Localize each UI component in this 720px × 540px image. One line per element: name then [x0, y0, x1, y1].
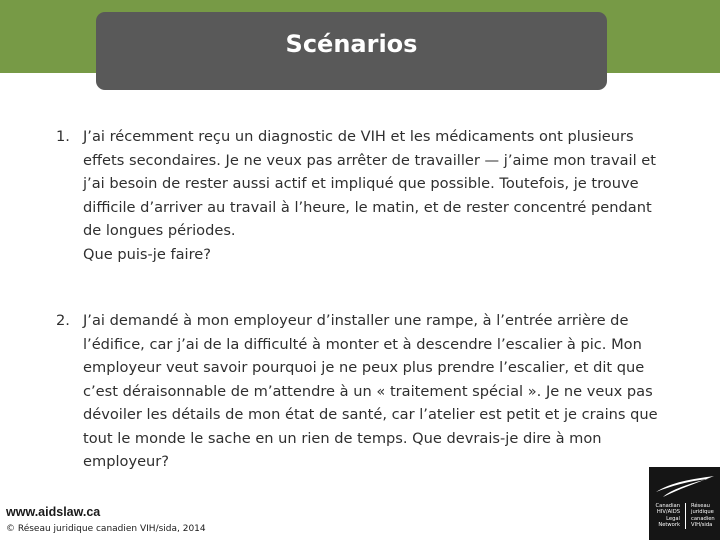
organization-logo — [649, 467, 720, 540]
scenario-number-2: 2. — [56, 312, 70, 329]
logo-text-block — [653, 503, 715, 529]
scenario-item-1 — [52, 125, 672, 266]
footer-copyright: © Réseau juridique canadien VIH/sida, 2014 — [6, 524, 206, 534]
logo-fr-line: canadien — [691, 515, 715, 522]
logo-fr-line: Réseau — [691, 503, 710, 509]
logo-en-line: Network — [658, 522, 680, 529]
logo-en-line: Legal — [666, 515, 680, 522]
scenario-question-1: Que puis-je faire? — [83, 245, 212, 263]
swoosh-logo-icon — [653, 473, 716, 499]
slide-title: Scénarios — [285, 30, 418, 58]
logo-text-fr — [691, 503, 715, 529]
logo-fr-line: juridique — [691, 509, 714, 516]
logo-divider — [685, 503, 686, 529]
logo-en-line: Canadian — [655, 503, 680, 509]
scenario-text-1: J’ai récemment reçu un diagnostic de VIH et les médicaments ont plusieurs effets secondaires. Je ne veux pas arrêter de travailler — j’aime mon travail et j’ai besoin de rester aussi actif et impliqué que possible. Toutefois, je trouve difficile d’arriver au travail à l’heure, le matin, et de rester concentré pendant de longues périodes. — [83, 128, 657, 239]
logo-text-en — [653, 503, 680, 529]
title-banner — [96, 12, 607, 90]
logo-fr-line: VIH/sida — [691, 522, 713, 529]
scenario-item-2 — [52, 309, 672, 474]
footer-url: www.aidslaw.ca — [6, 505, 101, 519]
scenario-text-2: J’ai demandé à mon employeur d’installer une rampe, à l’entrée arrière de l’édifice, car j’ai de la difficulté à monter et à descendre l’escalier à pic. Mon employeur veut savoir pourquoi je ne peux plus prendre l’escalier, et dit que c’est déraisonnable de m’attendre à un « traitement spécial ». Je ne veux pas dévoiler les détails de mon état de santé, car l’atelier est petit et je crains que tout le monde le sache en un rien de temps. Que devrais-je dire à mon employeur? — [83, 312, 658, 470]
scenario-list — [52, 125, 672, 474]
logo-en-line: HIV/AIDS — [656, 509, 680, 516]
scenario-number-1: 1. — [56, 128, 70, 145]
